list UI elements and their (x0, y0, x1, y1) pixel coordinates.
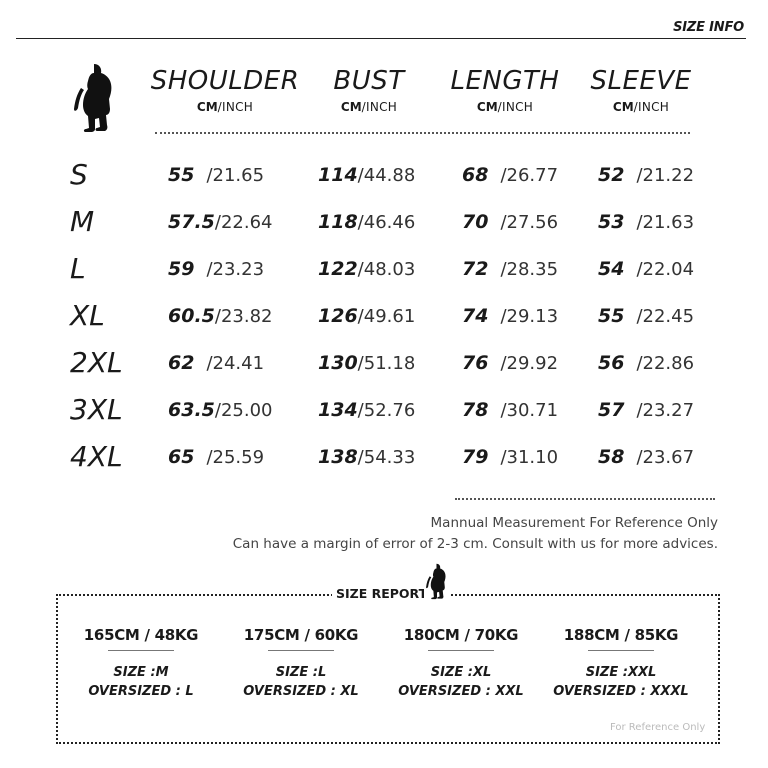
header-dotted-divider (155, 132, 690, 134)
cell-inch-value: /26.77 (500, 165, 559, 186)
size-label: L (70, 252, 86, 285)
report-underline (588, 650, 654, 651)
column-header-shoulder (150, 66, 300, 115)
table-cell (168, 350, 264, 377)
header-divider (16, 38, 746, 39)
report-size: SIZE :XL (430, 665, 492, 680)
cell-inch-value: /21.22 (636, 165, 695, 186)
table-cell (462, 397, 558, 424)
reference-note: Mannual Measurement For Reference Only (430, 515, 718, 531)
table-cell (318, 350, 415, 377)
report-body-measure: 165CM / 48KG (83, 626, 199, 644)
unit-inch: /INCH (217, 100, 254, 114)
table-cell (318, 209, 415, 236)
cell-cm-value: 56 (598, 352, 625, 374)
cell-inch-value: /23.27 (636, 400, 695, 421)
cell-cm-value: 54 (598, 258, 625, 280)
cell-inch-value: /28.35 (500, 259, 559, 280)
table-cell (598, 162, 694, 189)
table-cell (318, 397, 415, 424)
report-oversized: OVERSIZED : XXL (398, 684, 524, 699)
cell-inch-value: /24.41 (206, 353, 265, 374)
table-cell (168, 397, 273, 424)
cell-cm-value: 134 (318, 399, 358, 421)
cell-cm-value: 76 (462, 352, 489, 374)
cell-inch-value: /23.82 (214, 306, 273, 327)
cell-inch-value: /29.13 (500, 306, 559, 327)
gorilla-walking-icon (424, 562, 450, 602)
cell-cm-value: 58 (598, 446, 625, 468)
column-header-sleeve (566, 66, 716, 115)
table-cell (168, 162, 264, 189)
table-cell (168, 444, 264, 471)
cell-cm-value: 79 (462, 446, 489, 468)
table-cell (462, 350, 558, 377)
table-cell (462, 444, 558, 471)
margin-note: Can have a margin of error of 2-3 cm. Consult with us for more advices. (232, 536, 718, 552)
report-body-measure: 180CM / 70KG (403, 626, 519, 644)
table-row (0, 252, 768, 292)
table-row (0, 440, 768, 480)
column-title: BUST (333, 66, 405, 96)
column-unit (150, 99, 300, 115)
column-header-length (430, 66, 580, 115)
cell-cm-value: 62 (168, 352, 195, 374)
size-label: 3XL (70, 393, 123, 426)
table-row (0, 346, 768, 386)
cell-inch-value: /23.67 (636, 447, 695, 468)
table-cell (598, 397, 694, 424)
table-cell (598, 444, 694, 471)
unit-cm: CM (340, 100, 362, 114)
cell-inch-value: /21.63 (636, 212, 695, 233)
cell-inch-value: /30.71 (500, 400, 559, 421)
cell-cm-value: 138 (318, 446, 358, 468)
cell-cm-value: 72 (462, 258, 489, 280)
cell-cm-value: 78 (462, 399, 489, 421)
cell-cm-value: 57.5 (168, 211, 215, 233)
cell-cm-value: 114 (318, 164, 358, 186)
cell-inch-value: /27.56 (500, 212, 559, 233)
cell-inch-value: /22.04 (636, 259, 695, 280)
cell-cm-value: 74 (462, 305, 489, 327)
column-header-bust (294, 66, 444, 115)
cell-inch-value: /29.92 (500, 353, 559, 374)
cell-cm-value: 68 (462, 164, 489, 186)
report-body-measure: 175CM / 60KG (243, 626, 359, 644)
report-entry (541, 626, 701, 701)
size-label: XL (70, 299, 105, 332)
table-row (0, 393, 768, 433)
unit-cm: CM (476, 100, 498, 114)
size-report-title: SIZE REPORT (332, 586, 431, 601)
cell-cm-value: 126 (318, 305, 358, 327)
table-row (0, 158, 768, 198)
cell-cm-value: 70 (462, 211, 489, 233)
report-entry (381, 626, 541, 701)
report-underline (268, 650, 334, 651)
table-cell (318, 444, 415, 471)
column-unit (566, 99, 716, 115)
table-cell (598, 303, 694, 330)
unit-inch: /INCH (633, 100, 670, 114)
cell-cm-value: 60.5 (168, 305, 215, 327)
cell-inch-value: /31.10 (500, 447, 559, 468)
report-underline (428, 650, 494, 651)
table-cell (462, 303, 558, 330)
cell-cm-value: 55 (168, 164, 195, 186)
cell-cm-value: 52 (598, 164, 625, 186)
unit-cm: CM (612, 100, 634, 114)
table-cell (318, 303, 415, 330)
table-row (0, 205, 768, 245)
cell-inch-value: /23.23 (206, 259, 265, 280)
column-title: SHOULDER (150, 66, 300, 96)
table-cell (598, 256, 694, 283)
table-cell (168, 256, 264, 283)
cell-cm-value: 63.5 (168, 399, 215, 421)
table-cell (318, 162, 415, 189)
cell-inch-value: /54.33 (357, 447, 416, 468)
page-title: SIZE INFO (673, 20, 744, 35)
column-unit (430, 99, 580, 115)
report-size: SIZE :XXL (585, 665, 657, 680)
cell-cm-value: 53 (598, 211, 625, 233)
table-cell (168, 209, 273, 236)
column-title: LENGTH (450, 66, 560, 96)
cell-cm-value: 118 (318, 211, 358, 233)
cell-cm-value: 55 (598, 305, 625, 327)
note-dotted-divider (455, 498, 715, 500)
table-cell (598, 209, 694, 236)
table-cell (462, 209, 558, 236)
report-oversized: OVERSIZED : XXXL (553, 684, 689, 699)
cell-cm-value: 59 (168, 258, 195, 280)
report-footnote: For Reference Only (610, 722, 706, 733)
size-label: S (70, 158, 88, 191)
column-unit (294, 99, 444, 115)
report-body-measure: 188CM / 85KG (563, 626, 679, 644)
table-cell (462, 256, 558, 283)
report-size: SIZE :M (113, 665, 169, 680)
table-cell (598, 350, 694, 377)
column-title: SLEEVE (590, 66, 692, 96)
table-cell (168, 303, 273, 330)
gorilla-walking-icon (70, 62, 120, 136)
cell-cm-value: 122 (318, 258, 358, 280)
cell-inch-value: /25.59 (206, 447, 265, 468)
table-row (0, 299, 768, 339)
cell-inch-value: /52.76 (357, 400, 416, 421)
cell-inch-value: /25.00 (214, 400, 273, 421)
report-underline (108, 650, 174, 651)
cell-inch-value: /51.18 (357, 353, 416, 374)
cell-inch-value: /49.61 (357, 306, 416, 327)
table-cell (318, 256, 415, 283)
report-entry (221, 626, 381, 701)
cell-cm-value: 130 (318, 352, 358, 374)
report-size: SIZE :L (275, 665, 327, 680)
unit-cm: CM (196, 100, 218, 114)
cell-cm-value: 57 (598, 399, 625, 421)
cell-cm-value: 65 (168, 446, 195, 468)
unit-inch: /INCH (497, 100, 534, 114)
table-cell (462, 162, 558, 189)
cell-inch-value: /48.03 (357, 259, 416, 280)
unit-inch: /INCH (361, 100, 398, 114)
cell-inch-value: /22.86 (636, 353, 695, 374)
cell-inch-value: /22.64 (214, 212, 273, 233)
cell-inch-value: /21.65 (206, 165, 265, 186)
report-oversized: OVERSIZED : XL (243, 684, 359, 699)
size-label: 2XL (70, 346, 123, 379)
cell-inch-value: /22.45 (636, 306, 695, 327)
cell-inch-value: /44.88 (357, 165, 416, 186)
cell-inch-value: /46.46 (357, 212, 416, 233)
report-entry (61, 626, 221, 701)
size-label: M (70, 205, 95, 238)
size-label: 4XL (70, 440, 123, 473)
report-oversized: OVERSIZED : L (88, 684, 194, 699)
